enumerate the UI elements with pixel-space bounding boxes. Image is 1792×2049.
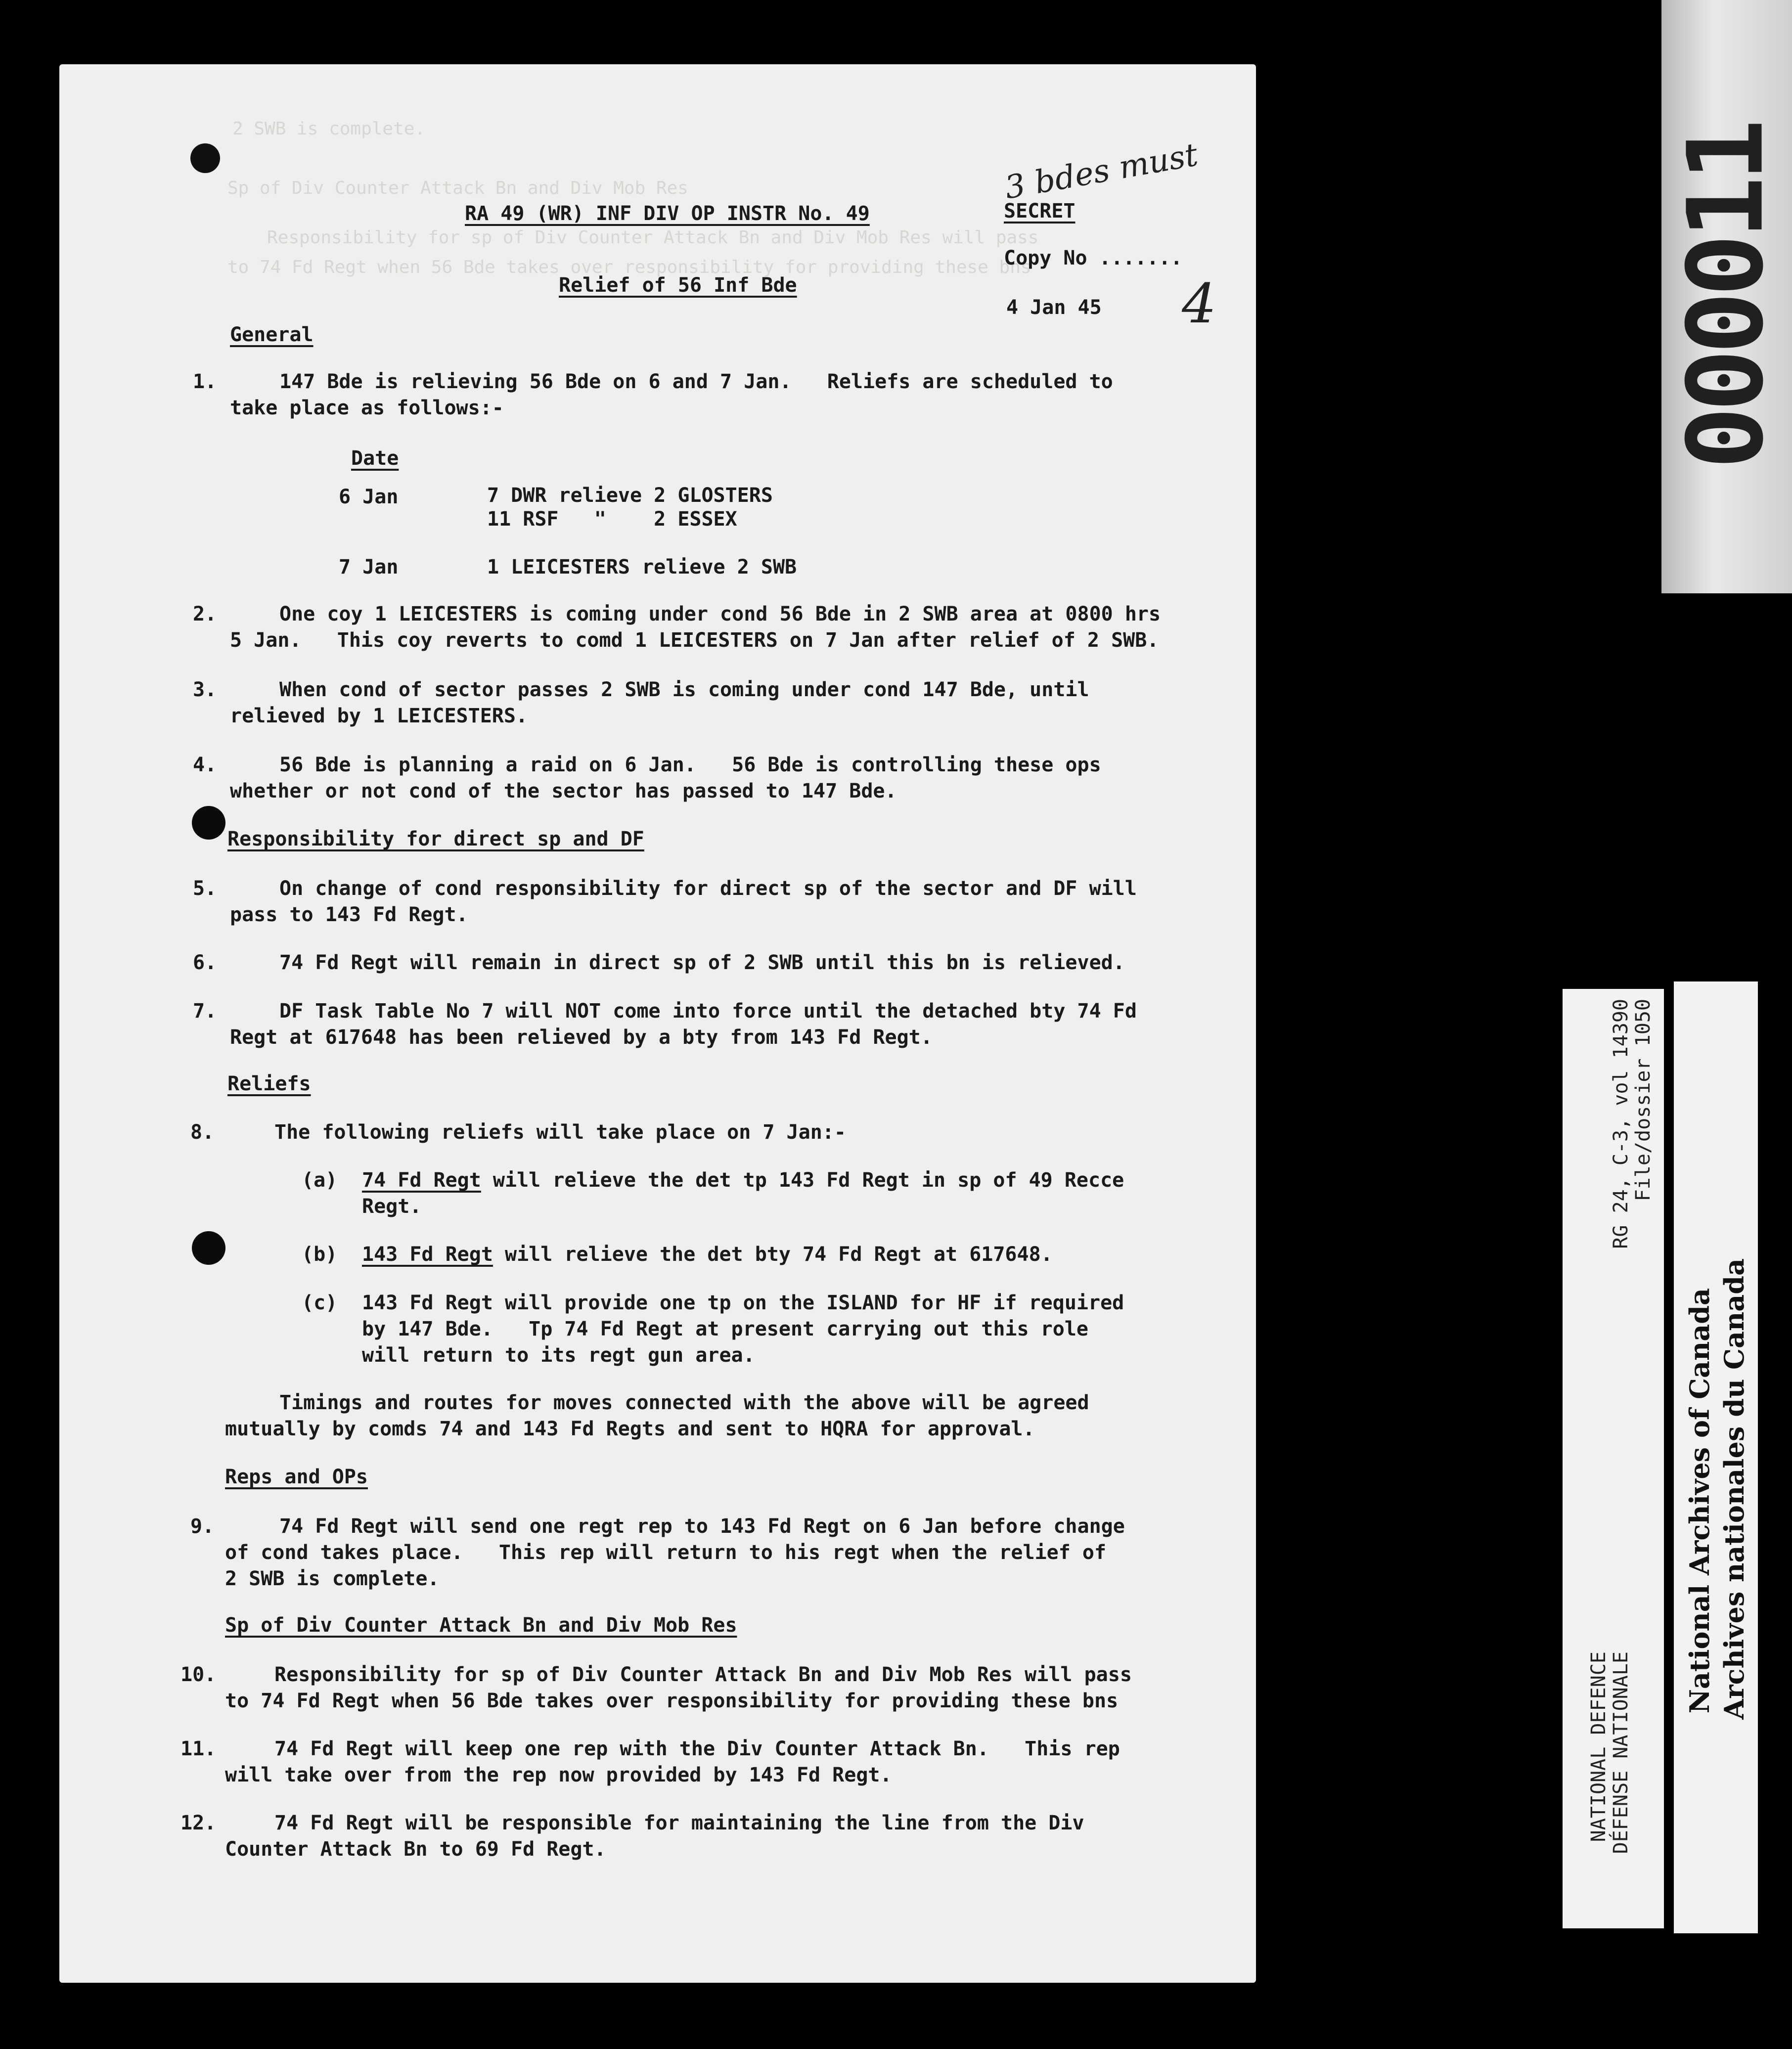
paragraph-number: 5. — [193, 877, 217, 900]
relief-entry: 7 DWR relieve 2 GLOSTERS — [487, 484, 773, 507]
paragraph-8-timings: Timings and routes for moves connected with the above will be agreed — [279, 1391, 1089, 1414]
archive-name-fr: Archives nationales du Canada — [1718, 1258, 1750, 1720]
date-column-heading: Date — [351, 447, 399, 470]
paragraph-3-line: relieved by 1 LEICESTERS. — [230, 705, 528, 727]
paragraph-number: 1. — [193, 370, 217, 393]
sub-item-a-text: will relieve the det tp 143 Fd Regt in sp of 49 Recce — [481, 1169, 1124, 1192]
relief-entry: 11 RSF " 2 ESSEX — [487, 508, 737, 531]
paragraph-7-line: DF Task Table No 7 will NOT come into force until the detached bty 74 Fd — [279, 1000, 1137, 1023]
paragraph-9-line: 2 SWB is complete. — [225, 1567, 440, 1590]
sub-item-b-text: will relieve the det bty 74 Fd Regt at 617648. — [493, 1243, 1053, 1266]
sub-item-c-line: 143 Fd Regt will provide one tp on the ISLAND for HF if required — [362, 1292, 1124, 1314]
section-heading-sp-div: Sp of Div Counter Attack Bn and Div Mob Res — [225, 1614, 737, 1637]
sub-item-b-line — [362, 1241, 1053, 1268]
paragraph-number: 4. — [193, 754, 217, 776]
copy-number-handwritten: 4 — [1182, 272, 1216, 335]
document-title: RA 49 (WR) INF DIV OP INSTR No. 49 — [465, 202, 870, 225]
paragraph-number: 2. — [193, 603, 217, 625]
paragraph-number: 8. — [190, 1121, 215, 1144]
frame-number: 000011 — [1665, 124, 1787, 470]
paragraph-6-line: 74 Fd Regt will remain in direct sp of 2 SWB until this bn is relieved. — [279, 951, 1125, 974]
bleed-through-text: to 74 Fd Regt when 56 Bde takes over responsibility for providing these bns — [227, 257, 1031, 277]
bleed-through-text: Responsibility for sp of Div Counter Attack Bn and Div Mob Res will pass — [267, 227, 1039, 248]
paragraph-9-line: of cond takes place. This rep will return to his regt when the relief of — [225, 1541, 1107, 1564]
bleed-through-text: Sp of Div Counter Attack Bn and Div Mob Res — [227, 178, 688, 198]
paragraph-4-line: whether or not cond of the sector has passed to 147 Bde. — [230, 780, 897, 802]
paragraph-number: 12. — [180, 1812, 217, 1834]
paragraph-9-line: 74 Fd Regt will send one regt rep to 143 Fd Regt on 6 Jan before change — [279, 1515, 1125, 1538]
handwritten-note: 3 bdes must — [1002, 136, 1201, 207]
paragraph-8-timings: mutually by comds 74 and 143 Fd Regts and sent to HQRA for approval. — [225, 1418, 1035, 1440]
archive-reference-label — [1563, 989, 1664, 1928]
paragraph-number: 9. — [190, 1515, 215, 1538]
unit-name: 143 Fd Regt — [362, 1243, 493, 1266]
section-heading-reps: Reps and OPs — [225, 1466, 368, 1488]
paragraph-5-line: On change of cond responsibility for direct sp of the sector and DF will — [279, 877, 1137, 900]
punch-hole — [192, 1231, 225, 1265]
paragraph-1-line: take place as follows:- — [230, 397, 504, 419]
paragraph-10-line: Responsibility for sp of Div Counter Attack Bn and Div Mob Res will pass — [274, 1663, 1132, 1686]
relief-date: 7 Jan — [339, 556, 399, 579]
paragraph-5-line: pass to 143 Fd Regt. — [230, 903, 468, 926]
archive-name-label — [1674, 981, 1758, 1933]
unit-name: 74 Fd Regt — [362, 1169, 481, 1192]
paragraph-number: 3. — [193, 678, 217, 701]
paragraph-10-line: to 74 Fd Regt when 56 Bde takes over responsibility for providing these bns — [225, 1690, 1119, 1712]
sub-item-label: (c) — [302, 1292, 338, 1314]
ink-blot — [190, 143, 220, 173]
reference-text: RG 24, C-3, vol 14390 — [1610, 999, 1632, 1249]
sub-item-a-line — [362, 1167, 1124, 1194]
paragraph-number: 6. — [193, 951, 217, 974]
paragraph-8-line: The following reliefs will take place on 7 Jan:- — [274, 1121, 846, 1144]
paragraph-3-line: When cond of sector passes 2 SWB is coming under cond 147 Bde, until — [279, 678, 1089, 701]
bleed-through-text: 2 SWB is complete. — [232, 119, 426, 139]
paragraph-number: 7. — [193, 1000, 217, 1023]
document-page — [59, 64, 1256, 1983]
paragraph-number: 10. — [180, 1663, 217, 1686]
section-heading-general: General — [230, 323, 314, 346]
classification-label: SECRET — [1004, 200, 1075, 223]
sub-item-a-line: Regt. — [362, 1195, 422, 1218]
archive-name-en: National Archives of Canada — [1684, 1288, 1715, 1714]
paragraph-7-line: Regt at 617648 has been relieved by a bty from 143 Fd Regt. — [230, 1026, 933, 1049]
paragraph-4-line: 56 Bde is planning a raid on 6 Jan. 56 Bde is controlling these ops — [279, 754, 1101, 776]
punch-hole — [192, 806, 225, 840]
paragraph-2-line: One coy 1 LEICESTERS is coming under cond 56 Bde in 2 SWB area at 0800 hrs — [279, 603, 1161, 625]
department-text: DÉFENSE NATIONALE — [1610, 1651, 1632, 1854]
document-date: 4 Jan 45 — [1006, 296, 1102, 319]
paragraph-1-line: 147 Bde is relieving 56 Bde on 6 and 7 Jan. Reliefs are scheduled to — [279, 370, 1113, 393]
section-heading-responsibility: Responsibility for direct sp and DF — [227, 828, 644, 850]
paragraph-11-line: 74 Fd Regt will keep one rep with the Div Counter Attack Bn. This rep — [274, 1737, 1120, 1760]
sub-item-label: (a) — [302, 1169, 338, 1192]
sub-item-c-line: by 147 Bde. Tp 74 Fd Regt at present carrying out this role — [362, 1318, 1089, 1340]
relief-date: 6 Jan — [339, 486, 399, 508]
relief-entry: 1 LEICESTERS relieve 2 SWB — [487, 556, 797, 579]
reference-text: File/dossier 1050 — [1632, 999, 1655, 1202]
sub-item-label: (b) — [302, 1243, 338, 1266]
copy-number-label: Copy No ....... — [1004, 247, 1183, 269]
document-subject: Relief of 56 Inf Bde — [559, 274, 797, 297]
paragraph-11-line: will take over from the rep now provided by 143 Fd Regt. — [225, 1764, 892, 1786]
department-text: NATIONAL DEFENCE — [1587, 1651, 1610, 1842]
section-heading-reliefs: Reliefs — [227, 1072, 311, 1095]
sub-item-c-line: will return to its regt gun area. — [362, 1344, 755, 1367]
paragraph-2-line: 5 Jan. This coy reverts to comd 1 LEICESTERS on 7 Jan after relief of 2 SWB. — [230, 629, 1159, 652]
paragraph-12-line: Counter Attack Bn to 69 Fd Regt. — [225, 1838, 606, 1861]
paragraph-12-line: 74 Fd Regt will be responsible for maintaining the line from the Div — [274, 1812, 1084, 1834]
paragraph-number: 11. — [180, 1737, 217, 1760]
